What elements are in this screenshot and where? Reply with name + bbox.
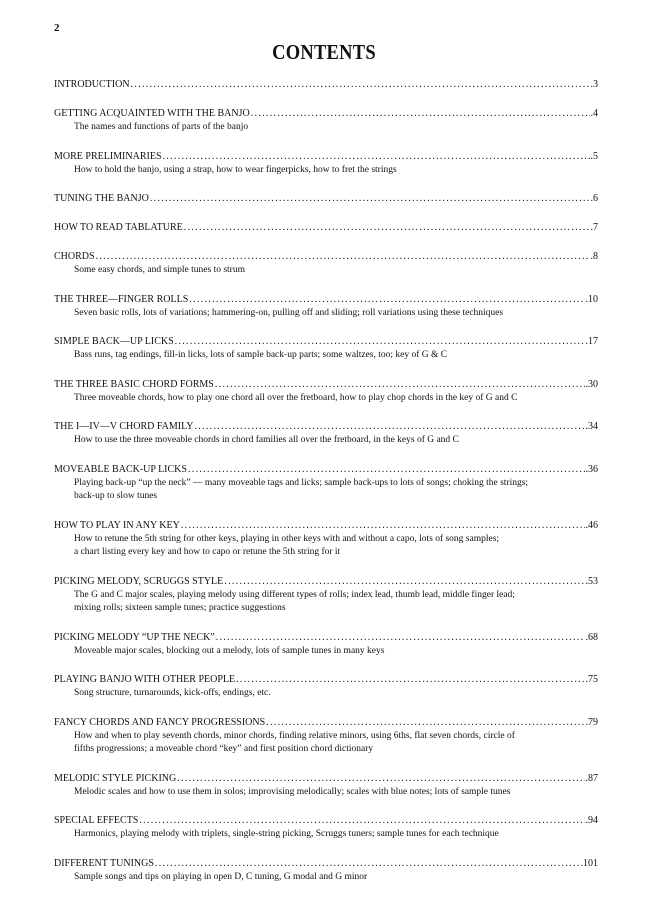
toc-description: Song structure, turnarounds, kick-offs, endings, etc. xyxy=(74,688,271,698)
toc-description: How to retune the 5th string for other keys, playing in other keys with and without a capo, lots of song samples; xyxy=(74,533,500,544)
toc-description: How to hold the banjo, using a strap, how to wear fingerpicks, how to fret the strings xyxy=(74,164,397,175)
toc-page-number: .75 xyxy=(585,674,598,685)
toc-entry-line xyxy=(54,716,598,729)
toc-heading: PLAYING BANJO WITH OTHER PEOPLE xyxy=(54,674,236,685)
dot-leader xyxy=(184,221,590,234)
toc-entry xyxy=(54,150,598,177)
toc-entry-line xyxy=(54,463,598,476)
toc-entry xyxy=(54,335,598,362)
toc-heading: MORE PRELIMINARIES xyxy=(54,150,162,162)
toc-entry xyxy=(54,772,598,799)
toc-description: Playing back-up “up the neck” — many moveable tags and licks; sample back-ups to lots of songs; choking the strings; xyxy=(74,477,529,488)
toc-heading: THE THREE BASIC CHORD FORMS xyxy=(54,378,214,390)
toc-entry-line xyxy=(54,575,598,588)
toc-entry xyxy=(54,814,598,841)
toc-entry xyxy=(54,78,598,91)
toc-description: Moveable major scales, blocking out a melody, lots of sample tunes in many keys xyxy=(74,645,385,656)
toc-heading: MOVEABLE BACK-UP LICKS xyxy=(54,463,187,475)
toc-entry xyxy=(54,107,598,134)
toc-entry xyxy=(54,250,598,277)
toc-entry xyxy=(54,221,598,234)
toc-entry xyxy=(54,575,598,615)
toc-entry-line xyxy=(54,250,598,263)
toc-page-number: .4 xyxy=(590,108,598,119)
toc-description: The G and C major scales, playing melody using different types of rolls; index lead, thumb lead, middle finger lead; xyxy=(74,589,515,600)
dot-leader xyxy=(194,420,584,433)
toc-heading: SIMPLE BACK—UP LICKS xyxy=(54,336,174,347)
toc-description: How to use the three moveable chords in chord families all over the fretboard, in the keys of G and C xyxy=(74,435,459,445)
dot-leader xyxy=(216,631,585,644)
toc-heading: HOW TO READ TABLATURE xyxy=(54,222,183,233)
toc-heading: PICKING MELODY, SCRUGGS STYLE xyxy=(54,575,224,587)
dot-leader xyxy=(131,78,590,91)
toc-heading: THE THREE—FINGER ROLLS xyxy=(54,293,189,305)
toc-heading: THE I—IV—V CHORD FAMILY xyxy=(54,421,194,432)
toc-entry-line xyxy=(54,78,598,91)
toc-entry-line xyxy=(54,814,598,827)
toc-entry xyxy=(54,519,598,559)
toc-entry xyxy=(54,463,598,503)
toc-page-number: .10 xyxy=(585,293,598,305)
toc-entry-line xyxy=(54,519,598,532)
dot-leader xyxy=(177,772,584,785)
toc-entry-line xyxy=(54,221,598,234)
toc-page-number: .17 xyxy=(585,336,598,347)
toc-entry xyxy=(54,673,598,700)
toc-entry xyxy=(54,192,598,205)
toc-description: Sample songs and tips on playing in open D, C tuning, G modal and G minor xyxy=(74,871,368,882)
toc-page-number: .53 xyxy=(585,575,598,587)
toc-description: Three moveable chords, how to play one chord all over the fretboard, how to play chop chords in the key of G and C xyxy=(74,392,518,403)
toc-entry-line xyxy=(54,378,598,391)
toc-entry-line xyxy=(54,107,598,120)
toc-heading: SPECIAL EFFECTS xyxy=(54,815,139,826)
toc-entry xyxy=(54,293,598,320)
toc-entry-line xyxy=(54,772,598,785)
toc-page-number: .30 xyxy=(585,378,598,390)
dot-leader xyxy=(163,150,590,163)
page-number: 2 xyxy=(54,22,60,34)
toc-heading: TUNING THE BANJO xyxy=(54,193,149,204)
toc-description: Harmonics, playing melody with triplets, single-string picking, Scruggs tuners; sample tunes for each technique xyxy=(74,829,499,839)
toc-description: Seven basic rolls, lots of variations; hammering-on, pulling off and sliding; roll variations using these techniques xyxy=(74,307,504,318)
toc-entry-line xyxy=(54,420,598,433)
toc-page-number: .87 xyxy=(585,772,598,784)
toc-description: Bass runs, tag endings, fill-in licks, lots of sample back-up parts; some waltzes, too; key of G & C xyxy=(74,350,448,360)
toc-entry xyxy=(54,420,598,447)
toc-page-number: .79 xyxy=(585,716,598,728)
toc-page-number: .68 xyxy=(585,631,598,643)
toc-entry-line xyxy=(54,673,598,686)
toc-page-number: .6 xyxy=(590,193,598,204)
dot-leader xyxy=(150,192,590,205)
toc-heading: HOW TO PLAY IN ANY KEY xyxy=(54,519,180,531)
toc-description: back-up to slow tunes xyxy=(74,491,158,501)
toc-description: Melodic scales and how to use them in solos; improvising melodically; scales with blue notes; lots of sample tunes xyxy=(74,786,511,797)
toc-heading: FANCY CHORDS AND FANCY PROGRESSIONS xyxy=(54,716,266,728)
toc-entry xyxy=(54,378,598,405)
page-title: CONTENTS xyxy=(272,40,376,64)
toc-page-number: .94 xyxy=(585,815,598,826)
toc-description: mixing rolls; sixteen sample tunes; practice suggestions xyxy=(74,603,286,613)
toc-entry-line xyxy=(54,631,598,644)
dot-leader xyxy=(215,378,585,391)
toc-page-number: .5 xyxy=(590,150,598,162)
toc-description: fifths progressions; a moveable chord “key” and first position chord dictionary xyxy=(74,744,374,754)
table-of-contents xyxy=(54,78,598,899)
toc-description: a chart listing every key and how to capo or retune the 5th string for it xyxy=(74,547,341,557)
toc-heading: PICKING MELODY “UP THE NECK” xyxy=(54,631,215,643)
dot-leader xyxy=(155,857,580,870)
dot-leader xyxy=(251,107,590,120)
dot-leader xyxy=(181,519,585,532)
dot-leader xyxy=(224,575,584,588)
toc-page-number: .34 xyxy=(585,421,598,432)
toc-entry xyxy=(54,631,598,658)
dot-leader xyxy=(139,814,584,827)
toc-page-number: .101 xyxy=(580,857,598,869)
toc-entry-line xyxy=(54,192,598,205)
toc-description: Some easy chords, and simple tunes to strum xyxy=(74,265,245,275)
toc-heading: DIFFERENT TUNINGS xyxy=(54,857,154,869)
toc-entry xyxy=(54,716,598,756)
toc-page-number: .46 xyxy=(585,519,598,531)
toc-page-number: .7 xyxy=(590,222,598,233)
toc-description: The names and functions of parts of the banjo xyxy=(74,122,249,132)
toc-description: How and when to play seventh chords, minor chords, finding relative minors, using 6ths, flat seven chords, circle of xyxy=(74,730,515,741)
dot-leader xyxy=(175,335,585,348)
toc-page-number: .3 xyxy=(590,79,598,90)
toc-page-number: .8 xyxy=(590,251,598,262)
toc-entry xyxy=(54,857,598,884)
dot-leader xyxy=(96,250,590,263)
toc-heading: GETTING ACQUAINTED WITH THE BANJO xyxy=(54,108,250,119)
dot-leader xyxy=(189,293,584,306)
toc-heading: INTRODUCTION xyxy=(54,79,130,90)
toc-entry-line xyxy=(54,293,598,306)
toc-heading: MELODIC STYLE PICKING xyxy=(54,772,177,784)
toc-entry-line xyxy=(54,335,598,348)
dot-leader xyxy=(236,673,584,686)
dot-leader xyxy=(266,716,584,729)
toc-page-number: .36 xyxy=(585,463,598,475)
toc-heading: CHORDS xyxy=(54,251,95,262)
toc-entry-line xyxy=(54,150,598,163)
dot-leader xyxy=(188,463,585,476)
toc-entry-line xyxy=(54,857,598,870)
